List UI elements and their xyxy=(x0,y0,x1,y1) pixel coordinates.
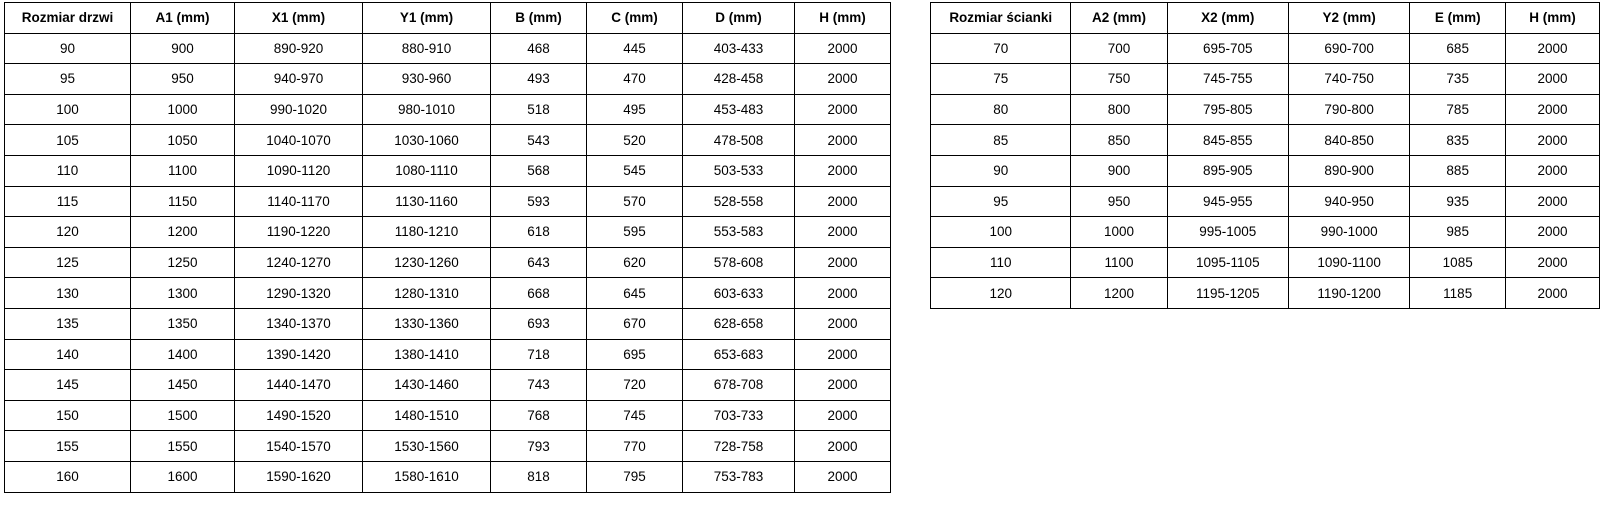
doors-cell: 543 xyxy=(491,125,587,156)
walls-cell: 850 xyxy=(1071,125,1167,156)
walls-cell: 2000 xyxy=(1506,94,1600,125)
table-row xyxy=(5,64,891,95)
walls-cell: 785 xyxy=(1410,94,1506,125)
doors-cell: 990-1020 xyxy=(235,94,363,125)
doors-cell: 720 xyxy=(587,370,683,401)
walls-cell: 2000 xyxy=(1506,278,1600,309)
walls-cell: 1200 xyxy=(1071,278,1167,309)
doors-cell: 570 xyxy=(587,186,683,217)
doors-cell: 2000 xyxy=(795,308,891,339)
walls-cell: 120 xyxy=(931,278,1071,309)
table-row xyxy=(931,94,1600,125)
doors-cell: 670 xyxy=(587,308,683,339)
doors-cell: 518 xyxy=(491,94,587,125)
doors-cell: 470 xyxy=(587,64,683,95)
doors-cell: 110 xyxy=(5,155,131,186)
doors-cell: 545 xyxy=(587,155,683,186)
walls-cell: 2000 xyxy=(1506,155,1600,186)
walls-cell: 2000 xyxy=(1506,33,1600,64)
doors-cell: 603-633 xyxy=(683,278,795,309)
doors-column-header: B (mm) xyxy=(491,3,587,34)
table-row xyxy=(5,186,891,217)
table-row xyxy=(5,339,891,370)
doors-cell: 1130-1160 xyxy=(363,186,491,217)
walls-cell: 100 xyxy=(931,217,1071,248)
table-row xyxy=(5,33,891,64)
doors-cell: 1190-1220 xyxy=(235,217,363,248)
doors-cell: 145 xyxy=(5,370,131,401)
doors-cell: 90 xyxy=(5,33,131,64)
doors-cell: 620 xyxy=(587,247,683,278)
doors-cell: 1240-1270 xyxy=(235,247,363,278)
doors-cell: 100 xyxy=(5,94,131,125)
doors-cell: 678-708 xyxy=(683,370,795,401)
walls-cell: 1185 xyxy=(1410,278,1506,309)
doors-cell: 1280-1310 xyxy=(363,278,491,309)
doors-cell: 818 xyxy=(491,461,587,492)
doors-cell: 445 xyxy=(587,33,683,64)
walls-cell: 80 xyxy=(931,94,1071,125)
table-row xyxy=(5,370,891,401)
doors-cell: 150 xyxy=(5,400,131,431)
walls-cell: 685 xyxy=(1410,33,1506,64)
doors-cell: 155 xyxy=(5,431,131,462)
table-row xyxy=(931,64,1600,95)
doors-cell: 2000 xyxy=(795,94,891,125)
doors-cell: 1230-1260 xyxy=(363,247,491,278)
doors-cell: 1490-1520 xyxy=(235,400,363,431)
doors-cell: 1590-1620 xyxy=(235,461,363,492)
walls-cell: 2000 xyxy=(1506,247,1600,278)
doors-cell: 95 xyxy=(5,64,131,95)
doors-cell: 140 xyxy=(5,339,131,370)
doors-cell: 1550 xyxy=(131,431,235,462)
doors-cell: 770 xyxy=(587,431,683,462)
doors-cell: 2000 xyxy=(795,400,891,431)
walls-cell: 90 xyxy=(931,155,1071,186)
doors-cell: 1200 xyxy=(131,217,235,248)
walls-cell: 745-755 xyxy=(1167,64,1288,95)
table-row xyxy=(5,400,891,431)
table-header-row xyxy=(931,3,1600,34)
walls-cell: 740-750 xyxy=(1288,64,1409,95)
walls-cell: 70 xyxy=(931,33,1071,64)
table-row xyxy=(5,247,891,278)
doors-cell: 1400 xyxy=(131,339,235,370)
doors-cell: 1300 xyxy=(131,278,235,309)
doors-cell: 2000 xyxy=(795,155,891,186)
walls-cell: 795-805 xyxy=(1167,94,1288,125)
doors-cell: 1480-1510 xyxy=(363,400,491,431)
doors-cell: 768 xyxy=(491,400,587,431)
walls-cell: 800 xyxy=(1071,94,1167,125)
doors-cell: 2000 xyxy=(795,461,891,492)
doors-cell: 793 xyxy=(491,431,587,462)
walls-cell: 690-700 xyxy=(1288,33,1409,64)
table-row xyxy=(5,308,891,339)
walls-cell: 895-905 xyxy=(1167,155,1288,186)
doors-cell: 703-733 xyxy=(683,400,795,431)
doors-cell: 1000 xyxy=(131,94,235,125)
doors-cell: 1440-1470 xyxy=(235,370,363,401)
doors-table-body xyxy=(5,33,891,492)
walls-cell: 2000 xyxy=(1506,217,1600,248)
doors-cell: 2000 xyxy=(795,247,891,278)
doors-cell: 668 xyxy=(491,278,587,309)
doors-cell: 1390-1420 xyxy=(235,339,363,370)
doors-cell: 160 xyxy=(5,461,131,492)
walls-cell: 940-950 xyxy=(1288,186,1409,217)
table-row xyxy=(931,217,1600,248)
table-row xyxy=(5,278,891,309)
doors-cell: 2000 xyxy=(795,186,891,217)
doors-cell: 1250 xyxy=(131,247,235,278)
doors-cell: 1140-1170 xyxy=(235,186,363,217)
walls-cell: 845-855 xyxy=(1167,125,1288,156)
walls-cell: 835 xyxy=(1410,125,1506,156)
doors-cell: 930-960 xyxy=(363,64,491,95)
walls-table-head xyxy=(931,3,1600,34)
doors-cell: 695 xyxy=(587,339,683,370)
walls-cell: 945-955 xyxy=(1167,186,1288,217)
table-row xyxy=(931,186,1600,217)
walls-column-header: X2 (mm) xyxy=(1167,3,1288,34)
walls-cell: 1085 xyxy=(1410,247,1506,278)
doors-cell: 1340-1370 xyxy=(235,308,363,339)
doors-cell: 1330-1360 xyxy=(363,308,491,339)
doors-cell: 403-433 xyxy=(683,33,795,64)
doors-cell: 120 xyxy=(5,217,131,248)
doors-cell: 900 xyxy=(131,33,235,64)
doors-column-header: A1 (mm) xyxy=(131,3,235,34)
walls-cell: 735 xyxy=(1410,64,1506,95)
walls-column-header: H (mm) xyxy=(1506,3,1600,34)
doors-cell: 553-583 xyxy=(683,217,795,248)
walls-cell: 1090-1100 xyxy=(1288,247,1409,278)
table-header-row xyxy=(5,3,891,34)
doors-cell: 743 xyxy=(491,370,587,401)
doors-cell: 105 xyxy=(5,125,131,156)
doors-cell: 718 xyxy=(491,339,587,370)
doors-column-header: C (mm) xyxy=(587,3,683,34)
walls-cell: 950 xyxy=(1071,186,1167,217)
doors-cell: 135 xyxy=(5,308,131,339)
doors-cell: 1030-1060 xyxy=(363,125,491,156)
doors-cell: 2000 xyxy=(795,125,891,156)
doors-cell: 1600 xyxy=(131,461,235,492)
doors-cell: 595 xyxy=(587,217,683,248)
walls-cell: 840-850 xyxy=(1288,125,1409,156)
walls-cell: 890-900 xyxy=(1288,155,1409,186)
doors-cell: 1290-1320 xyxy=(235,278,363,309)
doors-cell: 1450 xyxy=(131,370,235,401)
doors-cell: 653-683 xyxy=(683,339,795,370)
doors-cell: 1580-1610 xyxy=(363,461,491,492)
doors-cell: 428-458 xyxy=(683,64,795,95)
doors-cell: 1350 xyxy=(131,308,235,339)
doors-column-header: H (mm) xyxy=(795,3,891,34)
walls-column-header: Rozmiar ścianki xyxy=(931,3,1071,34)
doors-cell: 1040-1070 xyxy=(235,125,363,156)
walls-table-body xyxy=(931,33,1600,308)
doors-column-header: Rozmiar drzwi xyxy=(5,3,131,34)
table-row xyxy=(5,461,891,492)
doors-cell: 1050 xyxy=(131,125,235,156)
doors-cell: 1150 xyxy=(131,186,235,217)
walls-cell: 75 xyxy=(931,64,1071,95)
doors-cell: 980-1010 xyxy=(363,94,491,125)
table-row xyxy=(5,125,891,156)
walls-cell: 885 xyxy=(1410,155,1506,186)
doors-cell: 2000 xyxy=(795,431,891,462)
walls-cell: 700 xyxy=(1071,33,1167,64)
doors-cell: 645 xyxy=(587,278,683,309)
walls-cell: 695-705 xyxy=(1167,33,1288,64)
doors-cell: 593 xyxy=(491,186,587,217)
walls-cell: 85 xyxy=(931,125,1071,156)
table-row xyxy=(931,125,1600,156)
walls-cell: 110 xyxy=(931,247,1071,278)
doors-cell: 493 xyxy=(491,64,587,95)
walls-cell: 1095-1105 xyxy=(1167,247,1288,278)
doors-cell: 2000 xyxy=(795,217,891,248)
walls-cell: 935 xyxy=(1410,186,1506,217)
walls-cell: 750 xyxy=(1071,64,1167,95)
doors-cell: 125 xyxy=(5,247,131,278)
doors-cell: 1100 xyxy=(131,155,235,186)
table-row xyxy=(5,155,891,186)
doors-column-header: Y1 (mm) xyxy=(363,3,491,34)
doors-cell: 693 xyxy=(491,308,587,339)
doors-cell: 1180-1210 xyxy=(363,217,491,248)
table-row xyxy=(931,278,1600,309)
doors-cell: 1090-1120 xyxy=(235,155,363,186)
table-row xyxy=(931,33,1600,64)
doors-cell: 2000 xyxy=(795,370,891,401)
doors-cell: 880-910 xyxy=(363,33,491,64)
doors-cell: 1080-1110 xyxy=(363,155,491,186)
table-row xyxy=(5,94,891,125)
doors-cell: 618 xyxy=(491,217,587,248)
table-row xyxy=(931,247,1600,278)
doors-table-head xyxy=(5,3,891,34)
doors-cell: 468 xyxy=(491,33,587,64)
doors-cell: 1500 xyxy=(131,400,235,431)
doors-cell: 940-970 xyxy=(235,64,363,95)
doors-column-header: X1 (mm) xyxy=(235,3,363,34)
walls-cell: 1195-1205 xyxy=(1167,278,1288,309)
doors-cell: 2000 xyxy=(795,33,891,64)
doors-cell: 753-783 xyxy=(683,461,795,492)
doors-cell: 528-558 xyxy=(683,186,795,217)
table-row xyxy=(5,431,891,462)
doors-cell: 2000 xyxy=(795,278,891,309)
doors-table-container xyxy=(4,2,891,493)
doors-cell: 950 xyxy=(131,64,235,95)
doors-cell: 495 xyxy=(587,94,683,125)
doors-cell: 1540-1570 xyxy=(235,431,363,462)
doors-column-header: D (mm) xyxy=(683,3,795,34)
walls-cell: 790-800 xyxy=(1288,94,1409,125)
doors-cell: 1430-1460 xyxy=(363,370,491,401)
doors-cell: 130 xyxy=(5,278,131,309)
doors-cell: 643 xyxy=(491,247,587,278)
table-row xyxy=(5,217,891,248)
walls-cell: 95 xyxy=(931,186,1071,217)
doors-cell: 2000 xyxy=(795,339,891,370)
doors-cell: 628-658 xyxy=(683,308,795,339)
walls-cell: 900 xyxy=(1071,155,1167,186)
walls-dimensions-table xyxy=(930,2,1600,309)
doors-cell: 578-608 xyxy=(683,247,795,278)
walls-cell: 995-1005 xyxy=(1167,217,1288,248)
doors-dimensions-table xyxy=(4,2,891,493)
doors-cell: 503-533 xyxy=(683,155,795,186)
doors-cell: 115 xyxy=(5,186,131,217)
doors-cell: 745 xyxy=(587,400,683,431)
walls-cell: 985 xyxy=(1410,217,1506,248)
walls-column-header: Y2 (mm) xyxy=(1288,3,1409,34)
doors-cell: 453-483 xyxy=(683,94,795,125)
table-row xyxy=(931,155,1600,186)
walls-cell: 1190-1200 xyxy=(1288,278,1409,309)
walls-column-header: A2 (mm) xyxy=(1071,3,1167,34)
doors-cell: 478-508 xyxy=(683,125,795,156)
walls-cell: 1000 xyxy=(1071,217,1167,248)
doors-cell: 795 xyxy=(587,461,683,492)
doors-cell: 2000 xyxy=(795,64,891,95)
walls-cell: 1100 xyxy=(1071,247,1167,278)
walls-cell: 2000 xyxy=(1506,125,1600,156)
walls-cell: 990-1000 xyxy=(1288,217,1409,248)
walls-column-header: E (mm) xyxy=(1410,3,1506,34)
doors-cell: 520 xyxy=(587,125,683,156)
doors-cell: 1530-1560 xyxy=(363,431,491,462)
walls-cell: 2000 xyxy=(1506,64,1600,95)
walls-cell: 2000 xyxy=(1506,186,1600,217)
walls-table-container xyxy=(930,2,1600,309)
doors-cell: 1380-1410 xyxy=(363,339,491,370)
doors-cell: 890-920 xyxy=(235,33,363,64)
doors-cell: 728-758 xyxy=(683,431,795,462)
doors-cell: 568 xyxy=(491,155,587,186)
